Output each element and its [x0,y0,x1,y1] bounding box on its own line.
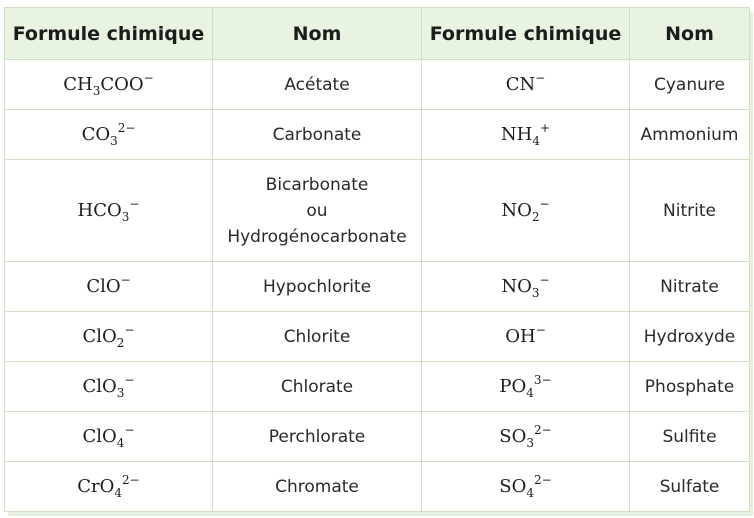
ion-table-container [4,7,749,511]
table-row [5,262,750,312]
name-cell-right [630,312,750,362]
ion-name: Chlorate [280,376,354,397]
ion-name: Nitrite [663,200,716,221]
formula-text: ClO [82,426,117,447]
formula-sup: − [129,197,140,211]
formula-text: CrO [77,476,115,497]
formula-cell-left [5,160,213,262]
formula-text: SO [499,476,527,497]
formula-cell-left [5,262,213,312]
formula-sub: 3 [116,386,125,400]
formula-text: PO [499,376,527,397]
formula-sup: − [539,273,550,287]
formula-text: CO [81,124,111,145]
table-row [5,312,750,362]
name-cell-left [213,312,422,362]
ion-name: Sulfate [659,476,720,497]
header-formula-right: Formule chimique [422,8,630,60]
name-cell-right [630,160,750,262]
formula-text: HCO [77,200,122,221]
ion-name: Sulfite [662,426,717,447]
formula-text: CN [505,74,536,95]
formula-sub: 3 [110,134,118,148]
formula-sup: + [540,121,551,135]
formula-cell-right [422,312,630,362]
name-cell-left [213,110,422,160]
formula-sup: − [120,273,131,287]
formula-text: SO [499,426,527,447]
formula-cell-left [5,110,213,160]
formula-sub: 3 [526,436,535,450]
formula-cell-right [422,110,630,160]
table-row [5,60,750,110]
formula-sup: 2− [122,473,140,487]
formula-cell-right [422,362,630,412]
formula-sup: 2− [117,121,136,135]
name-cell-right [630,412,750,462]
formula-sub: 2 [116,336,125,350]
formula-text: NH [500,124,533,145]
ion-name: ou [306,200,328,221]
ion-name: Perchlorate [268,426,366,447]
formula-sup: − [124,373,135,387]
ion-name: Chromate [275,476,359,497]
table-row [5,462,750,512]
name-cell-left [213,60,422,110]
name-cell-left [213,462,422,512]
formula-cell-left [5,312,213,362]
name-cell-right [630,462,750,512]
ion-name: Phosphate [644,376,735,397]
formula-sub: 4 [526,486,535,500]
table-header [5,8,750,60]
name-cell-right [630,110,750,160]
ion-name: Acétate [284,74,350,95]
formula-cell-left [5,412,213,462]
formula-sub: 3 [92,84,101,98]
formula-sub: 4 [114,486,123,500]
formula-sub: 2 [531,210,540,224]
ion-table [4,7,750,512]
table-row [5,412,750,462]
table-row [5,362,750,412]
ion-name: Nitrate [660,276,719,297]
header-formula-left: Formule chimique [5,8,213,60]
formula-sup: − [535,71,546,85]
name-cell-left [213,412,422,462]
ion-name: Hypochlorite [262,276,372,297]
name-cell-right [630,362,750,412]
formula-cell-right [422,412,630,462]
header-row [5,8,750,60]
formula-sup: − [539,197,550,211]
header-name-right: Nom [630,8,750,60]
name-cell-left [213,362,422,412]
ion-name: Chlorite [283,326,351,347]
formula-text: COO [100,74,144,95]
table-row [5,160,750,262]
ion-name: Cyanure [654,74,725,95]
table-body [5,60,750,512]
formula-text: OH [505,326,536,347]
formula-text: ClO [82,326,117,347]
formula-text: NO [501,276,532,297]
formula-cell-left [5,362,213,412]
formula-cell-left [5,60,213,110]
name-cell-left [213,262,422,312]
formula-cell-right [422,160,630,262]
ion-name: Ammonium [640,124,739,145]
formula-sup: 2− [534,423,552,437]
name-cell-right [630,262,750,312]
formula-sup: − [124,423,135,437]
formula-sup: 3− [533,373,552,387]
formula-sup: − [143,71,154,85]
name-cell-left [213,160,422,262]
formula-cell-left [5,462,213,512]
formula-sub: 3 [121,210,130,224]
formula-sub: 4 [532,134,541,148]
ion-name: Hydroxyde [643,326,736,347]
formula-sub: 3 [531,286,540,300]
ion-name: Bicarbonate [265,174,369,195]
ion-name: Carbonate [272,124,362,145]
formula-text: ClO [82,376,117,397]
header-name-left: Nom [213,8,422,60]
formula-text: ClO [86,276,121,297]
name-cell-right [630,60,750,110]
formula-sup: − [535,323,546,337]
table-row [5,110,750,160]
formula-sub: 4 [116,436,125,450]
formula-cell-right [422,60,630,110]
formula-sub: 4 [526,386,534,400]
formula-sup: 2− [534,473,552,487]
formula-sup: − [124,323,135,337]
ion-name: Hydrogénocarbonate [227,226,407,247]
formula-cell-right [422,262,630,312]
formula-cell-right [422,462,630,512]
formula-text: NO [501,200,532,221]
formula-text: CH [63,74,93,95]
